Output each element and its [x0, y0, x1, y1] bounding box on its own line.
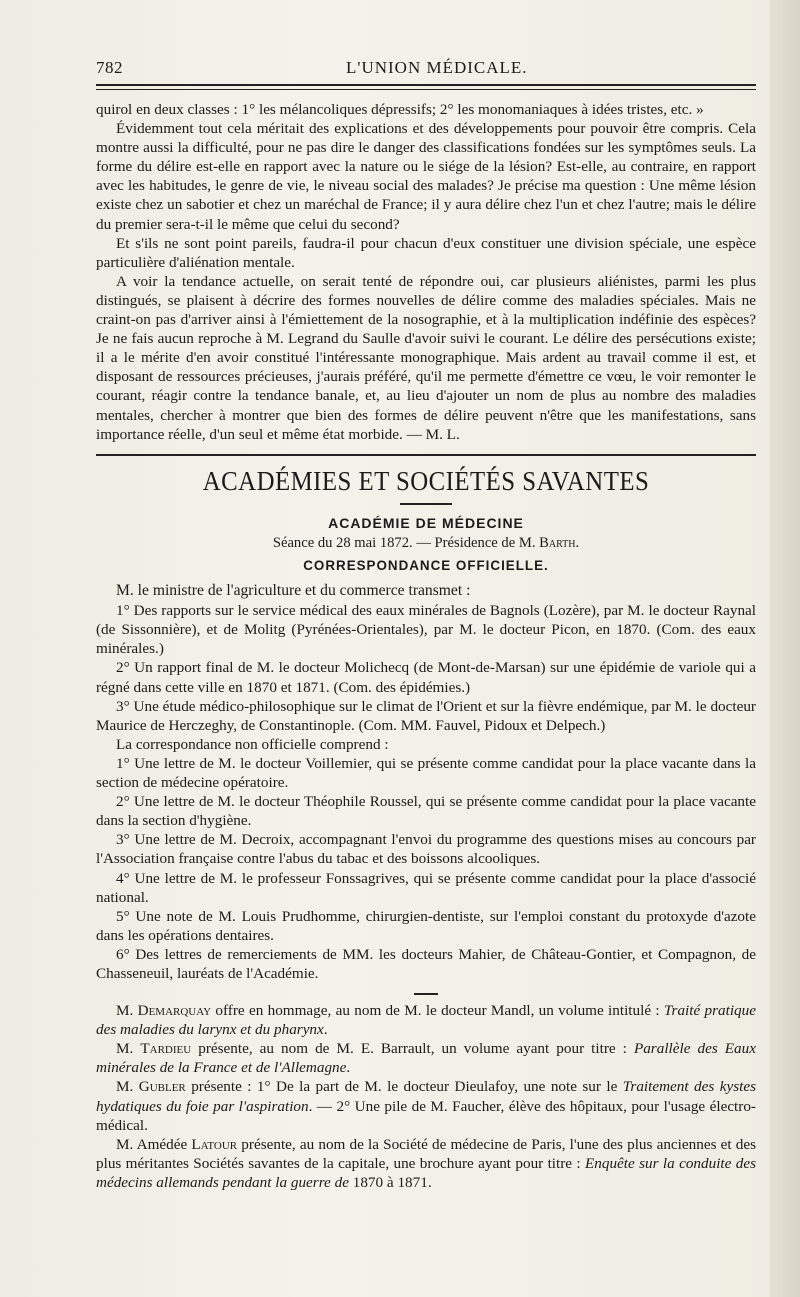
- book-title: Parallèle des Eaux minérales de la France et de l'Allemagne: [96, 1040, 756, 1077]
- presentation-item: M. Gubler présente : 1° De la part de M. le docteur Dieulafoy, une note sur le Traitement des kystes hydatiques du foie par l'aspiration. — 2° Une pile de M. Faucher, élève des hôpitaux, pour l'usage électro-médical.: [96, 1078, 756, 1134]
- list-item: 2° Une lettre de M. le docteur Théophile Roussel, qui se présente comme candidat pour la place vacante dans la section d'hygiène.: [96, 793, 756, 830]
- correspondance-heading: CORRESPONDANCE OFFICIELLE.: [303, 557, 549, 573]
- header-rule: [96, 84, 756, 90]
- list-item: 1° Une lettre de M. le docteur Voillemier, qui se présente comme candidat pour la place vacante dans la section de médecine opératoire.: [96, 754, 756, 792]
- list-item: 2° Un rapport final de M. le docteur Molichecq (de Mont-de-Marsan) sur une épidémie de variole qui a régné dans cette ville en 1870 et 1871. (Com. des épidémies.): [96, 659, 756, 696]
- list-item: 4° Une lettre de M. le professeur Fonssagrives, qui se présente comme candidat pour la place d'associé national.: [96, 869, 756, 906]
- paragraph: La correspondance non officielle comprend :: [116, 735, 389, 753]
- section-divider: [96, 454, 756, 456]
- page-number: 782: [96, 58, 123, 77]
- paragraph: Et s'ils ne sont point pareils, faudra-il pour chacun d'eux constituer une division spéciale, une espèce particulière d'aliénation mentale.: [96, 234, 756, 271]
- running-header: [96, 58, 756, 84]
- presentation-item: M. Tardieu présente, au nom de M. E. Barrault, un volume ayant pour titre : Parallèle des Eaux minérales de la France et de l'Allemagne.: [96, 1040, 756, 1077]
- title-rule: [400, 503, 452, 505]
- paragraph: A voir la tendance actuelle, on serait tenté de répondre oui, car plusieurs aliénistes, parmi les plus distingués, se plaisent à décrire des formes nouvelles de délire comme des maladies spéciales. Mais ne craint-on pas d'arriver ainsi à l'émiettement de la nosographie, et à la multiplication indéfinie des espèces? Je ne fais aucun reproche à M. Legrand du Saulle d'avoir suivi le courant. Le délire des persécutions existe; il a le mérite d'en avoir constitué l'intéressante monographique. Mais ardent au travail comme il est, et disposant de ressources précieuses, j'aurais préféré, qu'il me permette d'émettre ce vœu, le voir remonter le courant, réagir contre la tendance banale, et, au lieu d'ajouter un nom de plus au nombre des maladies mentales, chercher à montrer que bien des formes de délire peuvent n'être que les manifestations, sans importance réelle, d'un seul et même état morbide. — M. L.: [96, 272, 756, 443]
- paragraph: M. le ministre de l'agriculture et du commerce transmet :: [116, 581, 471, 599]
- list-item: 6° Des lettres de remerciements de MM. les docteurs Mahier, de Château-Gontier, et Compagnon, de Chasseneuil, lauréats de l'Académie.: [96, 945, 756, 982]
- list-item: 3° Une étude médico-philosophique sur le climat de l'Orient et sur la fièvre endémique, par M. le docteur Maurice de Herczeghy, de Constantinople. (Com. MM. Fauvel, Pidoux et Delpech.): [96, 697, 756, 734]
- list-item: 1° Des rapports sur le service médical des eaux minérales de Bagnols (Lozère), par M. le docteur Raynal (de Sissonnière), et de Molitg (Pyrénées-Orientales), par M. le docteur Picon, en 1870. (Com. des eaux minérales.): [96, 602, 756, 658]
- list-item: 3° Une lettre de M. Decroix, accompagnant l'envoi du programme des questions mises au concours par l'Association française contre l'abus du tabac et des boissons alcooliques.: [96, 831, 756, 868]
- book-title: Traitement des kystes hydatiques du foie par l'aspiration: [96, 1078, 756, 1115]
- president-name: Barth: [539, 534, 576, 551]
- paragraph: Évidemment tout cela méritait des explications et des développements pour pouvoir être compris. Cela montre aussi la difficulté, pour ne pas dire le danger des classifications fondées sur les symptômes seuls. La forme du délire est-elle en rapport avec la nature ou le siége de la lésion? Est-elle, au contraire, en rapport avec les habitudes, le genre de vie, le niveau social des malades? Je précise ma question : Une même lésion existe chez un sabotier et chez un maréchal de France; il y aura délire chez l'un et chez l'autre; mais le délire du premier sera-t-il le même que celui du second?: [96, 120, 756, 233]
- presenter-name: Tardieu: [140, 1040, 192, 1058]
- presentations: [96, 1001, 756, 1192]
- presenter-name: Demarquay: [137, 1002, 212, 1020]
- running-title: L'UNION MÉDICALE.: [346, 58, 528, 77]
- presenter-name: Gubler: [138, 1078, 186, 1096]
- short-divider: [414, 993, 438, 995]
- academy-heading: ACADÉMIE DE MÉDECINE: [328, 514, 524, 531]
- article-continuation: [96, 100, 756, 444]
- list-item: 5° Une note de M. Louis Prudhomme, chirurgien-dentiste, sur l'emploi constant du protoxyde d'azote dans les opérations dentaires.: [96, 907, 756, 944]
- presentation-item: M. Demarquay offre en hommage, au nom de M. le docteur Mandl, un volume intitulé : Traité pratique des maladies du larynx et du pharynx.: [96, 1002, 756, 1039]
- correspondance-list: [96, 581, 756, 983]
- seance-line: Séance du 28 mai 1872. — Présidence de M. Barth.: [272, 534, 580, 551]
- presenter-name: Latour: [191, 1135, 238, 1153]
- page-gutter: [770, 0, 800, 1297]
- book-title: Enquête sur la conduite des médecins allemands pendant la guerre de: [96, 1154, 756, 1191]
- presentation-item: M. Amédée Latour présente, au nom de la Société de médecine de Paris, l'une des plus anciennes et des plus méritantes Sociétés savantes de la capitale, une brochure ayant pour titre : Enquête sur la conduite des médecins allemands pendant la guerre de 1870 à 1871.: [96, 1135, 757, 1191]
- book-title: Traité pratique des maladies du larynx et du pharynx: [96, 1002, 756, 1039]
- section-title: ACADÉMIES ET SOCIÉTÉS SAVANTES: [202, 465, 650, 496]
- paragraph: quirol en deux classes : 1° les mélancoliques dépressifs; 2° les monomaniaques à idées tristes, etc. »: [96, 101, 704, 118]
